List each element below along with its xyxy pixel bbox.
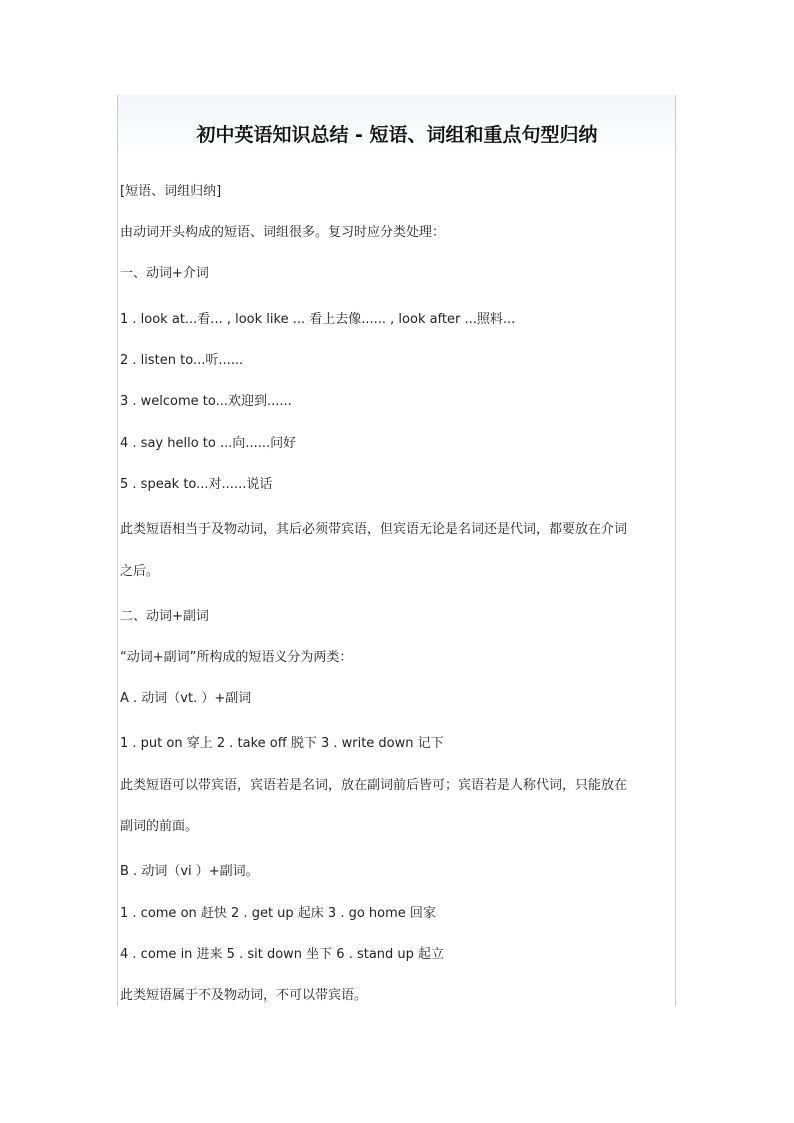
section-heading-verb-adv: 二、动词+副词 [120,609,209,624]
paragraph-intro-verb-adv: “动词+副词”所构成的短语义分为两类： [120,650,353,665]
list-item: 4 . say hello to ...向......问好 [120,436,297,451]
section-heading-phrases: [短语、词组归纳] [120,184,222,199]
paragraph-intro: 由动词开头构成的短语、词组很多。复习时应分类处理： [120,225,446,240]
list-item: 4 . come in 进来 5 . sit down 坐下 6 . stand up 起立 [120,947,445,962]
list-item: 1 . come on 赶快 2 . get up 起床 3 . go home 回家 [120,906,436,921]
list-item: 1 . put on 穿上 2 . take off 脱下 3 . write down 记下 [120,736,444,751]
paragraph-note: 此类短语相当于及物动词，其后必须带宾语，但宾语无论是名词还是代词，都要放在介词 [120,522,628,537]
paragraph-note: 此类短语可以带宾语，宾语若是名词，放在副词前后皆可；宾语若是人称代词，只能放在 [120,778,628,793]
list-item: 2 . listen to...听...... [120,353,244,368]
list-item: 3 . welcome to...欢迎到...... [120,394,292,409]
list-item: 5 . speak to...对......说话 [120,477,273,492]
page-title: 初中英语知识总结 - 短语、词组和重点句型归纳 [196,124,598,146]
list-item: 1 . look at...看... , look like ... 看上去像...... , look after ...照料... [120,312,516,327]
paragraph-note: 此类短语属于不及物动词，不可以带宾语。 [120,988,368,1003]
paragraph-note-continued: 之后。 [120,564,160,579]
section-heading-verb-prep: 一、动词+介词 [120,266,209,281]
paragraph-note-continued: 副词的前面。 [120,819,199,834]
subheading-b: B . 动词（vi ）+副词。 [120,864,259,879]
subheading-a: A . 动词（vt. ）+副词 [120,691,252,706]
